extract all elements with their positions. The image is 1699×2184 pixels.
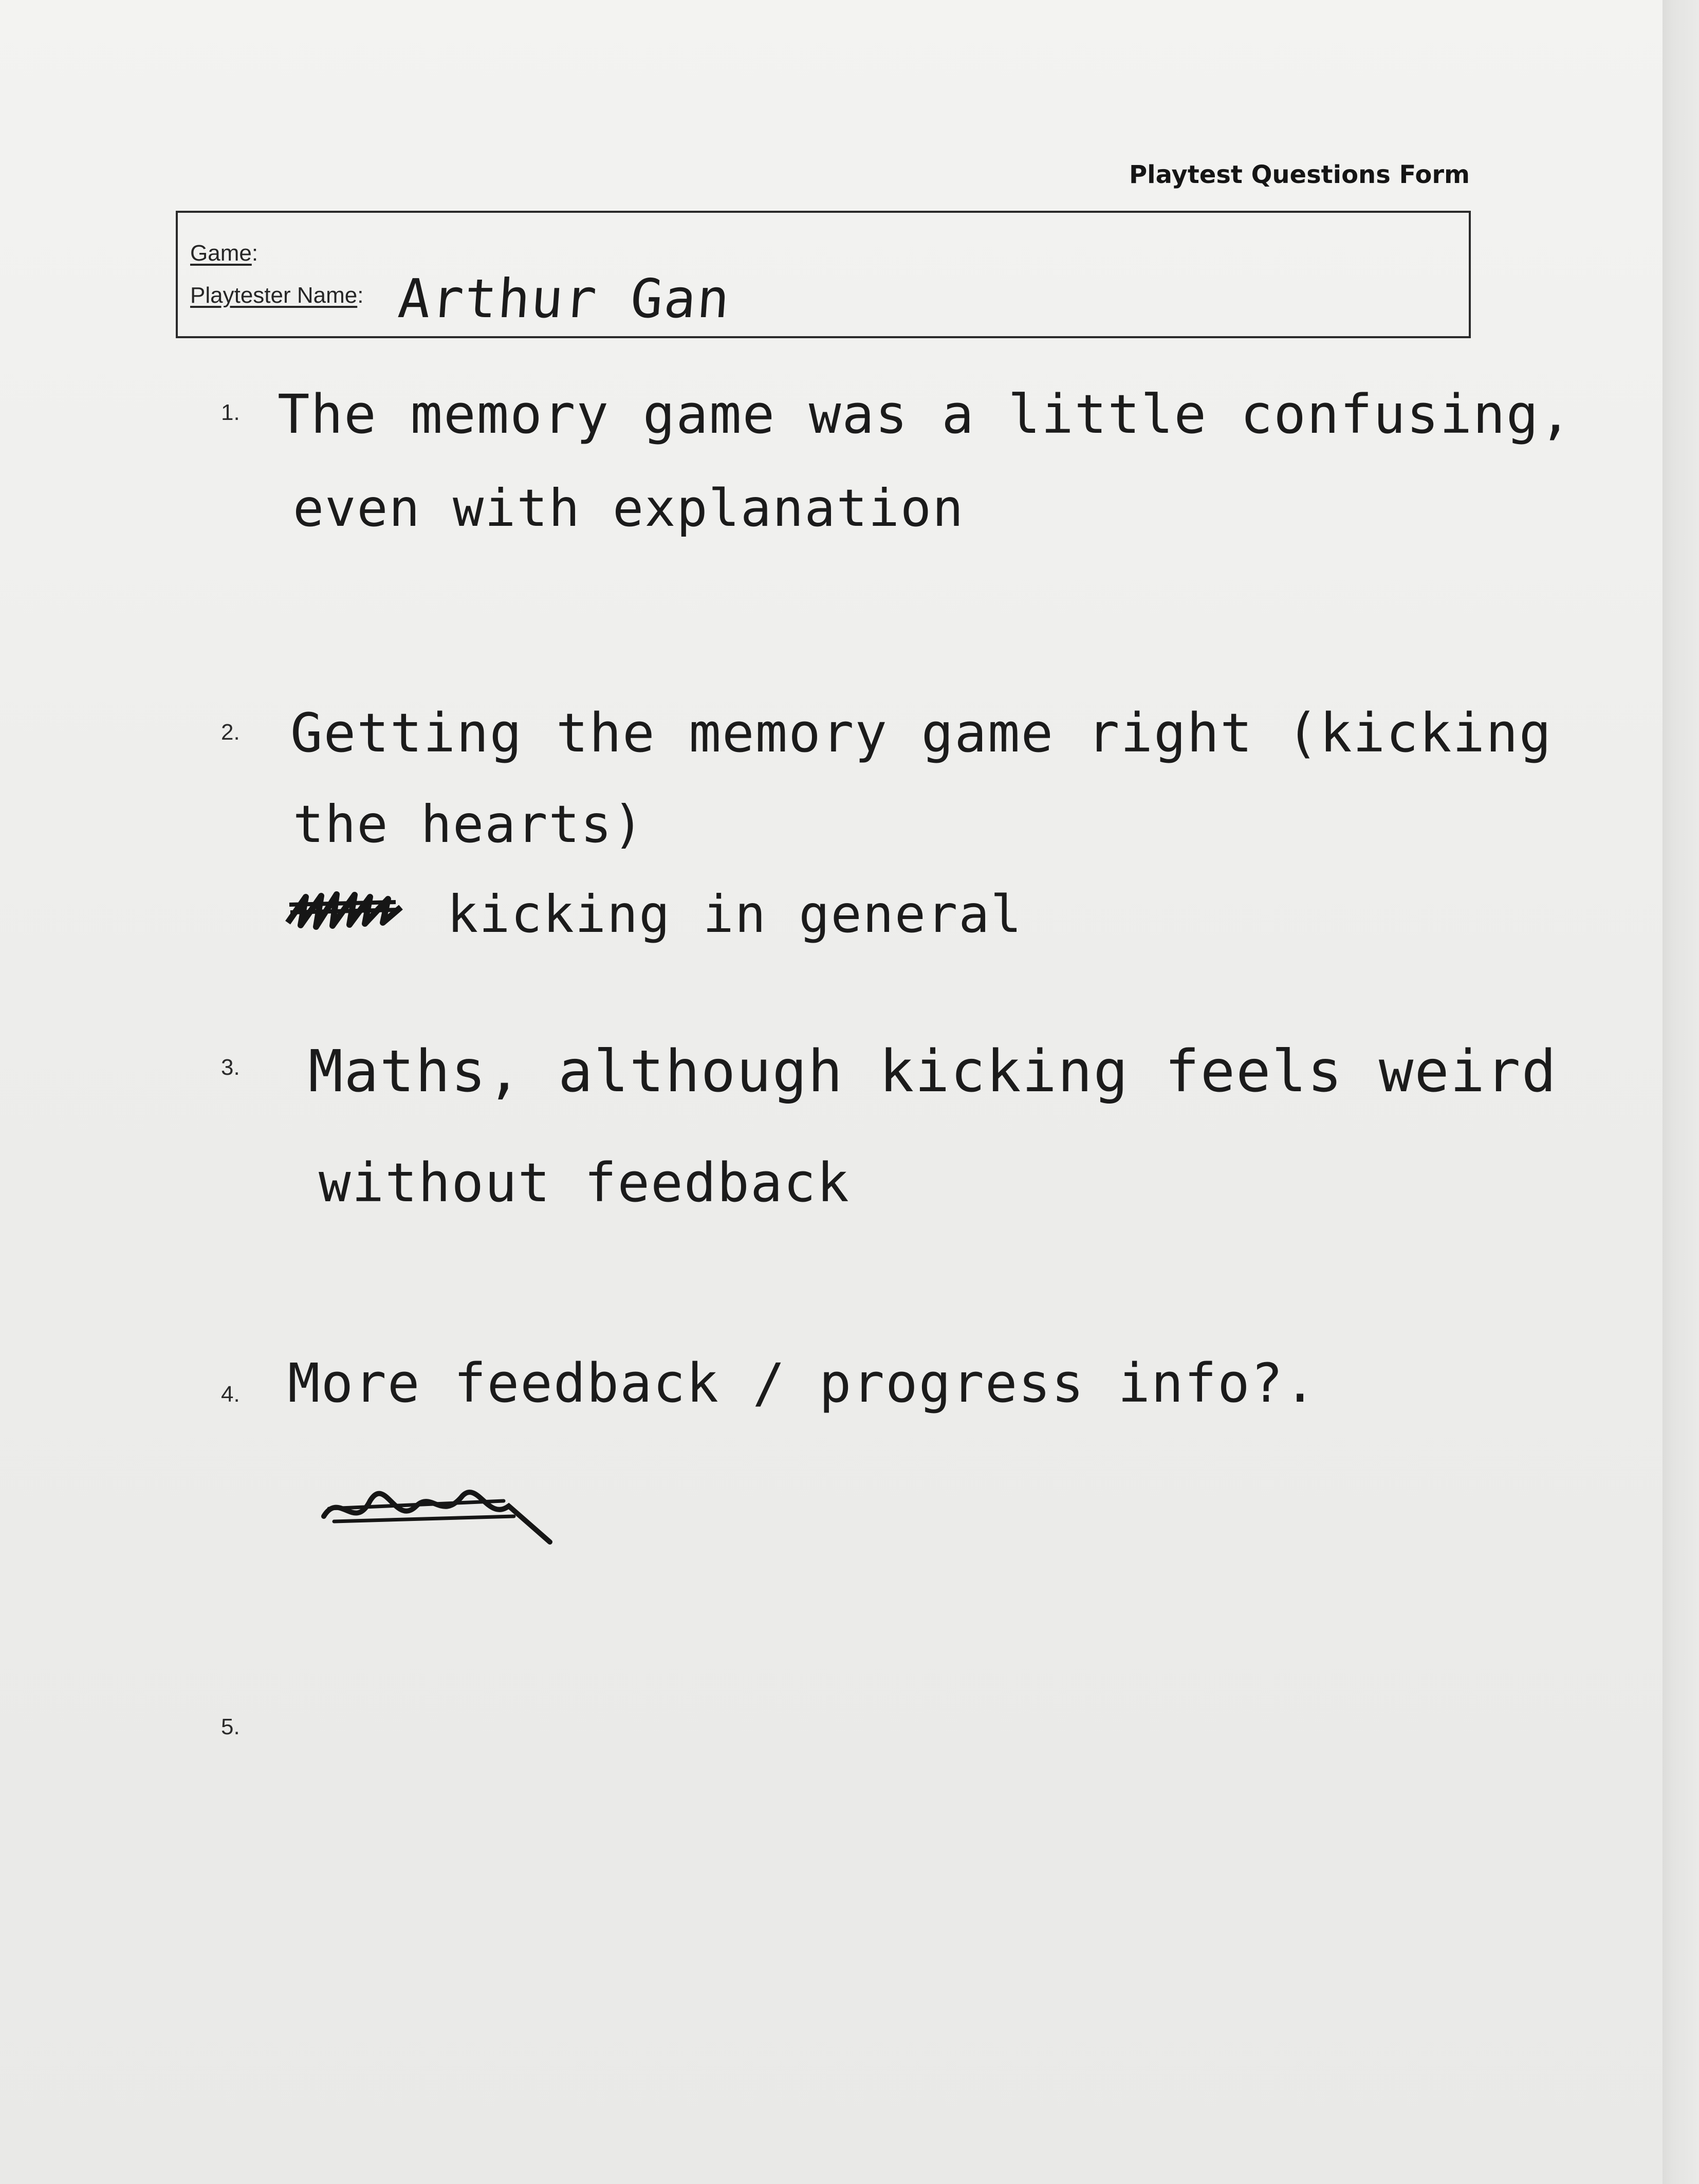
answer-2-line-3: kicking in general (447, 884, 1023, 944)
name-label-colon: : (357, 283, 364, 308)
answer-3-line-1: Maths, although kicking feels weird (308, 1038, 1558, 1105)
scribble-icon (285, 887, 403, 935)
answer-4-line-1: More feedback / progress info?. (288, 1352, 1318, 1415)
paper-edge-shadow (1663, 0, 1699, 2184)
question-number-1: 1. (221, 400, 240, 425)
answer-1-line-1: The memory game was a little confusing, (278, 383, 1573, 446)
game-field-label (190, 241, 258, 266)
answer-3-line-2: without feedback (319, 1151, 850, 1214)
game-label-colon: : (251, 241, 258, 266)
answer-1-line-2: even with explanation (293, 478, 965, 538)
playtester-name-field-label (190, 283, 363, 308)
form-title: Playtest Questions Form (1129, 160, 1470, 189)
question-number-4: 4. (221, 1382, 240, 1407)
scribble-icon (319, 1460, 555, 1550)
header-box (176, 211, 1471, 338)
playtester-name-handwritten: Arthur Gan (396, 267, 733, 330)
answer-2-line-2: the hearts) (293, 794, 645, 854)
game-label-text: Game (190, 241, 252, 266)
question-number-3: 3. (221, 1055, 240, 1080)
answer-2-line-1: Getting the memory game right (kicking (290, 702, 1553, 764)
question-number-5: 5. (221, 1714, 240, 1739)
question-number-2: 2. (221, 720, 240, 745)
name-label-text: Playtester Name (190, 283, 358, 308)
